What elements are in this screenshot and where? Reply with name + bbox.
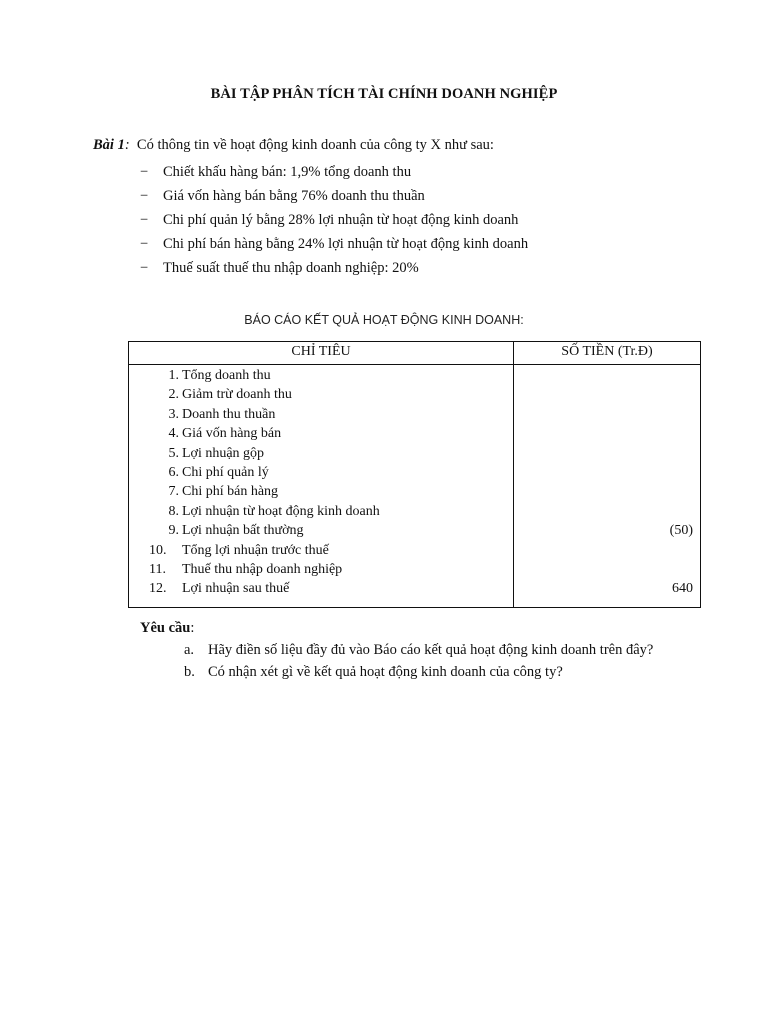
row-amount: 640 xyxy=(672,581,693,597)
bullet-text: Chi phí quản lý bằng 28% lợi nhuận từ hoạt động kinh doanh xyxy=(163,212,519,228)
table-row xyxy=(129,579,700,598)
row-number: 3. xyxy=(168,406,179,422)
bullet-text: Chiết khấu hàng bán: 1,9% tổng doanh thu xyxy=(163,164,412,180)
requirement-text: Có nhận xét gì về kết quả hoạt động kinh doanh của công ty? xyxy=(208,664,563,680)
row-number: 1. xyxy=(168,368,179,383)
row-label: Lợi nhuận gộp xyxy=(182,445,265,461)
dash-icon: − xyxy=(140,164,149,180)
row-amount: (50) xyxy=(669,523,693,539)
row-number: 8. xyxy=(168,503,179,519)
requirement-letter: b. xyxy=(184,664,195,680)
page-title: BÀI TẬP PHÂN TÍCH TÀI CHÍNH DOANH NGHIỆP xyxy=(210,86,558,102)
requirements-list xyxy=(184,639,653,683)
requirement-text: Hãy điền số liệu đầy đủ vào Báo cáo kết quả hoạt động kinh doanh trên đây? xyxy=(208,642,654,658)
table-row xyxy=(129,366,700,385)
exercise-intro-text: Có thông tin về hoạt động kinh doanh của công ty X như sau: xyxy=(136,137,494,153)
row-label: Chi phí quản lý xyxy=(182,465,269,480)
dash-icon: − xyxy=(140,236,149,252)
exercise-bullet-list xyxy=(140,160,528,280)
exercise-intro xyxy=(93,137,494,154)
exercise-label-colon: : xyxy=(124,137,130,153)
exercise-label: Bài 1 xyxy=(93,137,125,153)
requirements-label-colon: : xyxy=(190,620,195,636)
table-row xyxy=(129,405,700,424)
bullet-item xyxy=(140,232,528,256)
row-label: Doanh thu thuần xyxy=(182,406,276,422)
dash-icon: − xyxy=(140,260,149,276)
row-label: Thuế thu nhập doanh nghiệp xyxy=(182,562,343,577)
bullet-item xyxy=(140,208,528,232)
row-label: Tổng doanh thu xyxy=(182,368,271,383)
row-number: 11. xyxy=(149,562,166,577)
bullet-item xyxy=(140,184,528,208)
row-label: Lợi nhuận sau thuế xyxy=(182,581,290,597)
row-number: 9. xyxy=(168,523,179,539)
report-title: BÁO CÁO KẾT QUẢ HOẠT ĐỘNG KINH DOANH: xyxy=(244,313,524,327)
bullet-text: Giá vốn hàng bán bằng 76% doanh thu thuần xyxy=(163,188,425,204)
row-number: 5. xyxy=(168,445,179,461)
requirement-item xyxy=(184,661,653,683)
table-row xyxy=(129,541,700,560)
requirements-label-text: Yêu cầu xyxy=(140,620,191,636)
requirement-item xyxy=(184,639,653,661)
dash-icon: − xyxy=(140,212,149,228)
bullet-item xyxy=(140,160,528,184)
row-number: 10. xyxy=(149,542,167,558)
row-label: Chi phí bán hàng xyxy=(182,484,279,500)
row-number: 7. xyxy=(168,484,179,500)
row-number: 4. xyxy=(168,426,179,442)
row-label: Tổng lợi nhuận trước thuế xyxy=(182,542,329,558)
income-statement-table xyxy=(128,341,701,608)
row-label: Lợi nhuận từ hoạt động kinh doanh xyxy=(182,503,380,519)
table-row xyxy=(129,502,700,521)
requirement-letter: a. xyxy=(184,642,195,658)
row-label: Giảm trừ doanh thu xyxy=(182,387,292,403)
table-row xyxy=(129,444,700,463)
table-header-row xyxy=(129,342,700,365)
table-row xyxy=(129,463,700,482)
row-number: 2. xyxy=(168,387,179,403)
header-amount: SỐ TIỀN (Tr.Đ) xyxy=(561,344,653,359)
row-number: 6. xyxy=(168,465,179,480)
bullet-text: Chi phí bán hàng bằng 24% lợi nhuận từ hoạt động kinh doanh xyxy=(163,236,529,252)
table-row xyxy=(129,482,700,501)
table-row xyxy=(129,560,700,579)
header-indicator: CHỈ TIÊU xyxy=(291,344,351,359)
table-row xyxy=(129,521,700,540)
row-label: Lợi nhuận bất thường xyxy=(182,523,304,539)
dash-icon: − xyxy=(140,188,149,204)
requirements-label xyxy=(140,620,194,637)
bullet-text: Thuế suất thuế thu nhập doanh nghiệp: 20% xyxy=(163,260,419,276)
row-label: Giá vốn hàng bán xyxy=(182,426,282,442)
table-row xyxy=(129,385,700,404)
row-number: 12. xyxy=(149,581,167,597)
table-row xyxy=(129,424,700,443)
bullet-item xyxy=(140,256,528,280)
